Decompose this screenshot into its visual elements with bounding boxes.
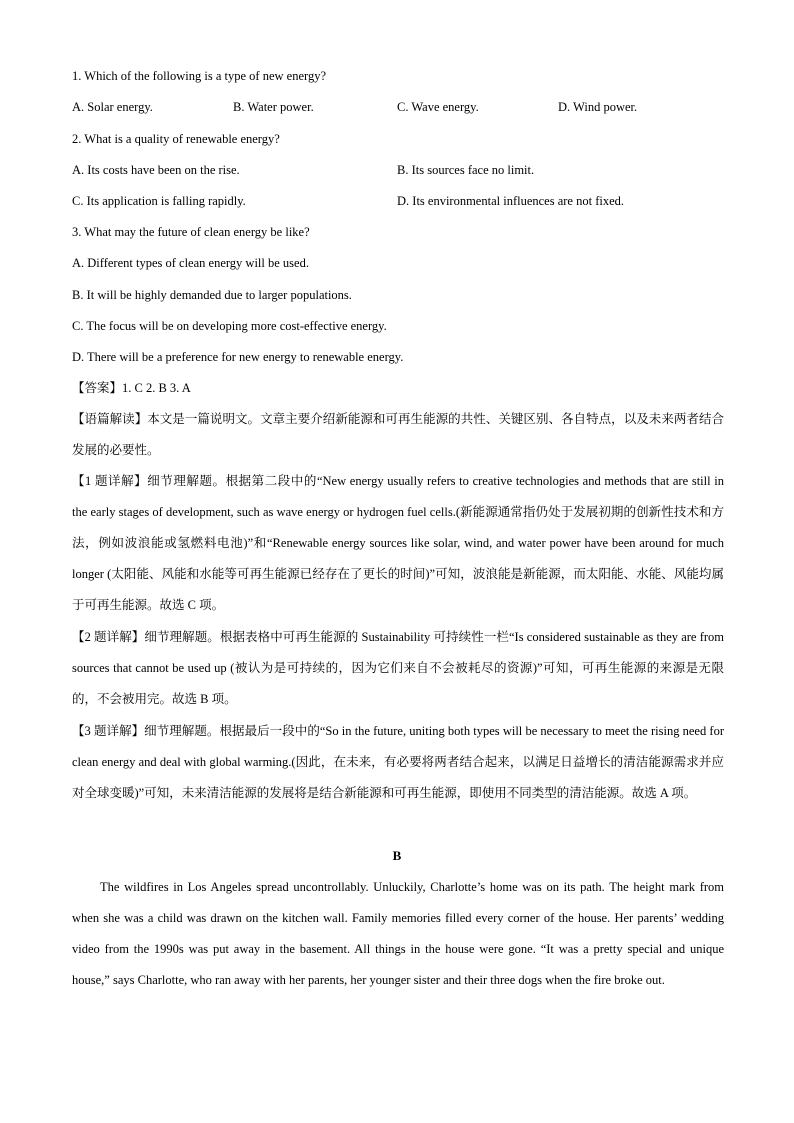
detail-question-3: 【3 题详解】细节理解题。根据最后一段中的“So in the future, uniting both types will be necessary to meet the rising need for clean energy and deal with global warming.(因此，在未来，有必要将两者结合起来，以满足日益增长的清洁能源需求并应对全球变暖)”可知，未来清洁能源的发展将是结合新能源和可再生能源，即使用不同类型的清洁能源。故选 A 项。 (72, 724, 724, 800)
question-1-option-c: C. Wave energy. (397, 100, 479, 114)
question-1-option-d: D. Wind power. (558, 100, 638, 114)
question-2-option-b: B. Its sources face no limit. (397, 163, 535, 177)
answer-key: 【答案】1. C 2. B 3. A (72, 381, 191, 395)
question-2-option-a: A. Its costs have been on the rise. (72, 163, 240, 177)
question-2-option-c: C. Its application is falling rapidly. (72, 194, 246, 208)
passage-summary: 【语篇解读】本文是一篇说明文。文章主要介绍新能源和可再生能源的共性、关键区别、各自特点，以及未来两者结合发展的必要性。 (72, 412, 724, 457)
question-1-stem: 1. Which of the following is a type of new energy? (72, 69, 326, 83)
section-heading: B (392, 848, 402, 863)
detail-question-2: 【2 题详解】细节理解题。根据表格中可再生能源的 Sustainability 可持续性一栏“Is considered sustainable as they are from sources that cannot be used up (被认为是可持续的，因为它们来自不会被耗尽的资源)”可知，可再生能源的来源是无限的，不会被用完。故选 B 项。 (72, 630, 724, 706)
question-2-stem: 2. What is a quality of renewable energy? (72, 132, 280, 146)
question-2-option-d: D. Its environmental influences are not fixed. (397, 194, 625, 208)
question-3-stem: 3. What may the future of clean energy be like? (72, 225, 310, 239)
question-3-option-a: A. Different types of clean energy will be used. (72, 256, 309, 270)
question-3-option-c: C. The focus will be on developing more cost-effective energy. (72, 319, 387, 333)
question-3-option-d: D. There will be a preference for new energy to renewable energy. (72, 350, 404, 364)
passage-b: The wildfires in Los Angeles spread uncontrollably. Unluckily, Charlotte’s home was on its path. The height mark from when she was a child was drawn on the kitchen wall. Family memories filled every corner of the house. Her parents’ wedding video from the 1990s was put away in the basement. All things in the house were gone. “It was a pretty special and unique house,” says Charlotte, who ran away with her parents, her younger sister and their three dogs when the fire broke out. (72, 880, 724, 987)
question-1-option-a: A. Solar energy. (72, 100, 153, 114)
question-1-option-b: B. Water power. (233, 100, 314, 114)
detail-question-1: 【1 题详解】细节理解题。根据第二段中的“New energy usually refers to creative technologies and methods that are still in the early stages of development, such as wave energy or hydrogen fuel cells.(新能源通常指仍处于发展初期的创新性技术和方法，例如波浪能或氢燃料电池)”和“Renewable energy sources like solar, wind, and water power have been around for much longer (太阳能、风能和水能等可再生能源已经存在了更长的时间)”可知，波浪能是新能源，而太阳能、水能、风能均属于可再生能源。故选 C 项。 (72, 474, 724, 612)
question-3-option-b: B. It will be highly demanded due to larger populations. (72, 288, 352, 302)
